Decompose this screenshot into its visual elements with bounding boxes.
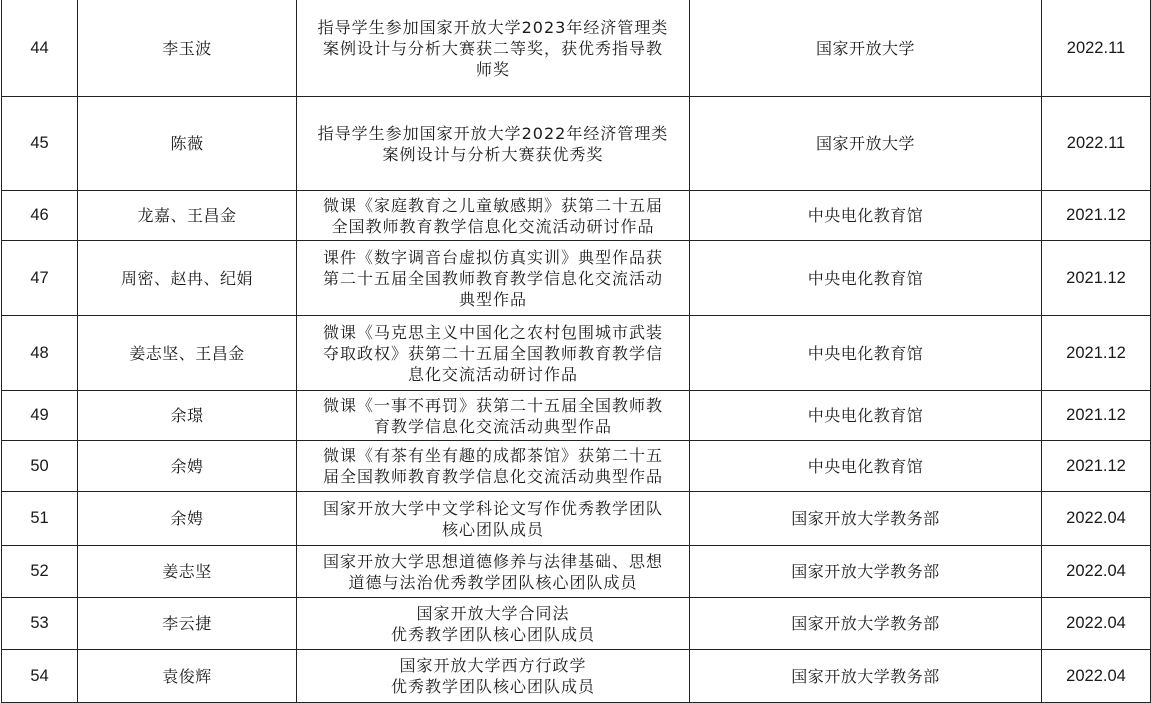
row-number: 52 [2,546,78,598]
row-number: 51 [2,492,78,546]
award-description [297,492,690,546]
award-description [297,598,690,650]
table-row [2,0,1151,97]
recipient-name: 余娉 [78,441,297,492]
awarding-organization: 国家开放大学教务部 [690,492,1042,546]
award-description-line: 国家开放大学思想道德修养与法律基础、思想 [322,551,663,571]
table-row [2,391,1151,441]
award-date: 2022.04 [1042,492,1151,546]
recipient-name: 余娉 [78,492,297,546]
recipient-name: 龙嘉、王昌金 [78,191,297,241]
table-row [2,492,1151,546]
table-row [2,97,1151,191]
table-row [2,241,1151,316]
awarding-organization: 国家开放大学 [690,97,1042,191]
award-description [297,441,690,492]
award-date: 2022.04 [1042,650,1151,703]
award-description-line: 案例设计与分析大赛获优秀奖 [382,144,604,164]
award-description [297,650,690,703]
row-number: 53 [2,598,78,650]
award-description-line: 息化交流活动研讨作品 [407,364,578,384]
award-description-line: 典型作品 [458,289,527,309]
award-description-line: 课件《数字调音台虚拟仿真实训》典型作品获 [322,247,663,267]
award-description-line: 案例设计与分析大赛获二等奖，获优秀指导教 [322,38,663,58]
award-description-line: 第二十五届全国教师教育教学信息化交流活动 [322,268,663,288]
awarding-organization: 中央电化教育馆 [690,441,1042,492]
recipient-name: 袁俊辉 [78,650,297,703]
recipient-name: 姜志坚 [78,546,297,598]
award-description [297,191,690,241]
award-description-line: 届全国教师教育教学信息化交流活动典型作品 [322,467,663,486]
award-description-line: 国家开放大学西方行政学 [399,656,587,675]
table-row [2,191,1151,241]
award-description-line: 指导学生参加国家开放大学2023年经济管理类 [317,17,669,37]
awarding-organization: 中央电化教育馆 [690,316,1042,391]
awarding-organization: 中央电化教育馆 [690,191,1042,241]
row-number: 47 [2,241,78,316]
row-number: 44 [2,0,78,97]
award-description-line: 优秀教学团队核心团队成员 [390,677,595,696]
table-row [2,441,1151,492]
table-row [2,316,1151,391]
table-row [2,650,1151,703]
award-description-line: 国家开放大学中文学科论文写作优秀教学团队 [322,498,663,518]
award-date: 2022.11 [1042,97,1151,191]
award-description [297,97,690,191]
awarding-organization: 中央电化教育馆 [690,241,1042,316]
award-description-line: 师奖 [475,59,510,79]
award-description [297,546,690,598]
award-date: 2021.12 [1042,316,1151,391]
award-description [297,0,690,97]
row-number: 46 [2,191,78,241]
row-number: 50 [2,441,78,492]
recipient-name: 李云捷 [78,598,297,650]
award-date: 2021.12 [1042,241,1151,316]
row-number: 49 [2,391,78,441]
row-number: 45 [2,97,78,191]
award-description [297,241,690,316]
award-description-line: 国家开放大学合同法 [416,603,570,623]
recipient-name: 姜志坚、王昌金 [78,316,297,391]
award-description [297,316,690,391]
award-description-line: 全国教师教育教学信息化交流活动研讨作品 [331,216,655,236]
award-date: 2021.12 [1042,391,1151,441]
award-description [297,391,690,441]
award-description-line: 微课《马克思主义中国化之农村包围城市武装 [322,322,663,342]
award-date: 2021.12 [1042,191,1151,241]
recipient-name: 余璟 [78,391,297,441]
recipient-name: 陈薇 [78,97,297,191]
award-description-line: 指导学生参加国家开放大学2022年经济管理类 [317,123,669,143]
award-description-line: 育教学信息化交流活动典型作品 [373,416,612,436]
awarding-organization: 国家开放大学教务部 [690,650,1042,703]
award-date: 2021.12 [1042,441,1151,492]
table-row [2,598,1151,650]
awarding-organization: 国家开放大学 [690,0,1042,97]
award-description-line: 夺取政权》获第二十五届全国教师教育教学信 [322,343,663,363]
awarding-organization: 国家开放大学教务部 [690,546,1042,598]
award-description-line: 核心团队成员 [441,519,544,539]
award-description-line: 微课《家庭教育之儿童敏感期》获第二十五届 [322,195,663,215]
award-date: 2022.11 [1042,0,1151,97]
awarding-organization: 中央电化教育馆 [690,391,1042,441]
row-number: 48 [2,316,78,391]
award-date: 2022.04 [1042,546,1151,598]
award-date: 2022.04 [1042,598,1151,650]
award-description-line: 道德与法治优秀教学团队核心团队成员 [348,572,638,592]
awards-table-body [2,0,1151,703]
award-description-line: 微课《一事不再罚》获第二十五届全国教师教 [322,395,663,415]
award-description-line: 微课《有茶有坐有趣的成都茶馆》获第二十五 [322,446,663,465]
table-row [2,546,1151,598]
recipient-name: 李玉波 [78,0,297,97]
awards-table [1,0,1151,703]
awarding-organization: 国家开放大学教务部 [690,598,1042,650]
recipient-name: 周密、赵冉、纪娟 [78,241,297,316]
award-description-line: 优秀教学团队核心团队成员 [390,624,595,644]
row-number: 54 [2,650,78,703]
